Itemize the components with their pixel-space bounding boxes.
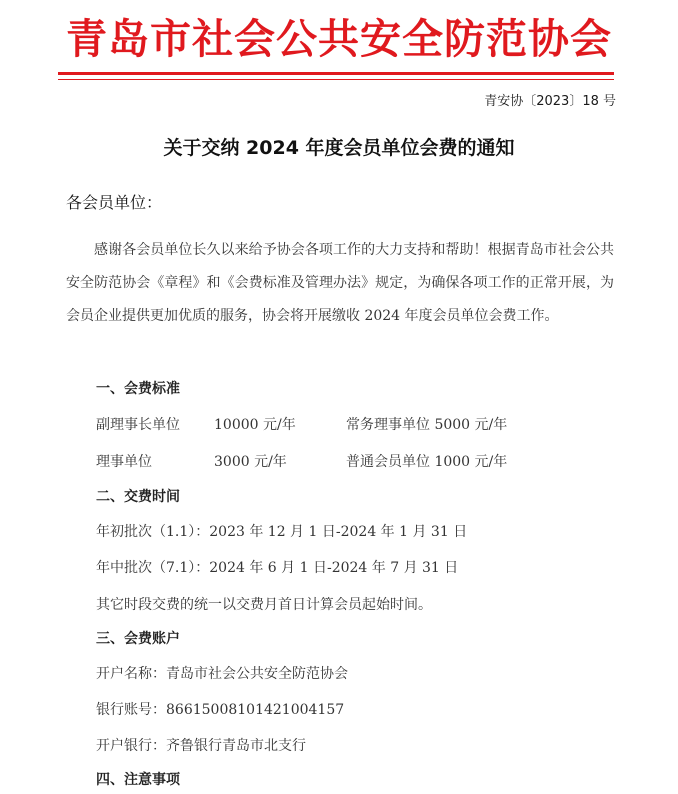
salutation: 各会员单位： [66, 193, 163, 212]
red-rule-thin [58, 79, 614, 80]
org-masthead: 青岛市社会公共安全防范协会 [66, 15, 612, 63]
payment-batch-mid: 年中批次（7.1）：2024 年 6 月 1 日-2024 年 7 月 31 日 [96, 560, 459, 576]
section-payment-time: 二、交费时间 [96, 489, 180, 505]
fee-executive: 常务理事单位 5000 元/年 [346, 417, 508, 433]
document-number: 青安协〔2023〕18 号 [484, 94, 616, 109]
section-notes: 四、注意事项 [96, 772, 180, 788]
intro-text: 感谢各会员单位长久以来给予协会各项工作的大力支持和帮助！根据青岛市社会公共安全防范协会《章程》和《会费标准及管理办法》规定，为确保各项工作的正常开展，为会员企业提供更加优质的服务，协会将开展缴收 2024 年度会员单位会费工作。 [66, 242, 614, 324]
payment-note: 其它时段交费的统一以交费月首日计算会员起始时间。 [96, 597, 432, 613]
payment-batch-early: 年初批次（1.1）：2023 年 12 月 1 日-2024 年 1 月 31 日 [96, 524, 468, 540]
fee-row-1 [96, 414, 616, 434]
fee-ordinary: 普通会员单位 1000 元/年 [346, 454, 508, 470]
section-fee-standard: 一、会费标准 [96, 381, 180, 397]
fee-value-director: 3000 元/年 [214, 454, 287, 470]
fee-value-vice-chair: 10000 元/年 [214, 417, 296, 433]
account-name: 开户名称：青岛市社会公共安全防范协会 [96, 666, 348, 682]
fee-label-vice-chair: 副理事长单位 [96, 417, 180, 433]
section-account: 三、会费账户 [96, 631, 180, 647]
red-rule-thick [58, 72, 614, 75]
fee-row-2 [96, 451, 616, 471]
notice-title: 关于交纳 2024 年度会员单位会费的通知 [163, 137, 515, 159]
fee-label-director: 理事单位 [96, 454, 152, 470]
intro-paragraph [66, 234, 614, 333]
account-number: 银行账号：86615008101421004157 [96, 702, 345, 718]
account-bank: 开户银行：齐鲁银行青岛市北支行 [96, 738, 306, 754]
